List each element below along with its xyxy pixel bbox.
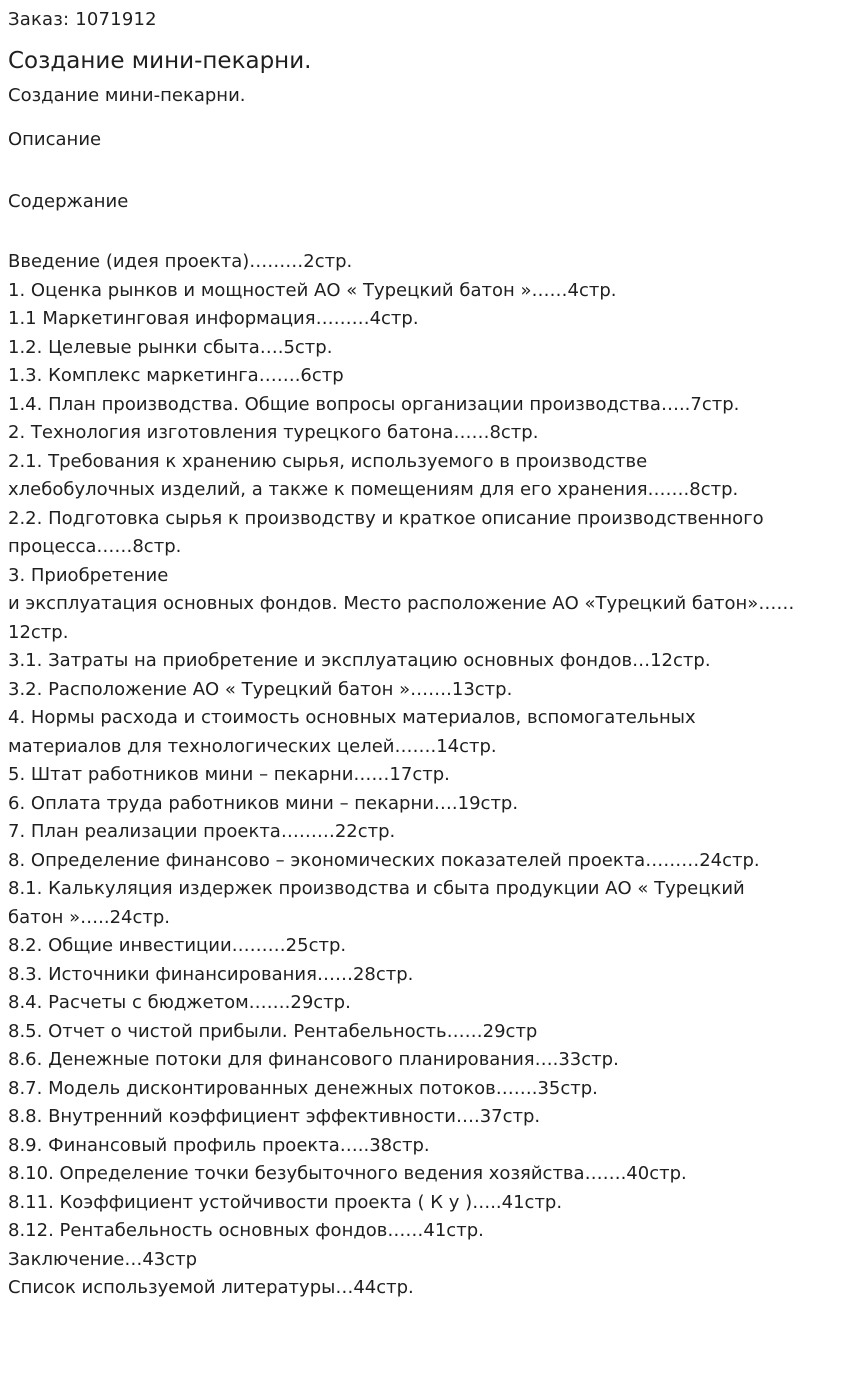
page-subtitle: Создание мини-пекарни. <box>8 85 246 106</box>
toc-entry: Заключение…43стр <box>8 1248 198 1270</box>
toc-entry: 2. Технология изготовления турецкого батона……8стр. <box>8 422 539 443</box>
page-title: Создание мини-пекарни. <box>8 48 312 74</box>
toc-entry: 3.2. Расположение АО « Турецкий батон »…….13стр. <box>8 678 513 700</box>
toc-entry: Введение (идея проекта)………2стр. <box>8 251 353 272</box>
toc-entry: 8. Определение финансово – экономических показателей проекта………24стр. <box>8 849 760 871</box>
toc-entry: 8.11. Коэффициент устойчивости проекта ( К у )…..41стр. <box>8 1191 563 1213</box>
toc-entry: 8.1. Калькуляция издержек производства и сбыта продукции АО « Турецкий батон »…..24стр. <box>8 878 745 928</box>
toc-entry: 1.3. Комплекс маркетинга…….6стр <box>8 365 344 386</box>
toc-entry: 8.6. Денежные потоки для финансового планирования….33стр. <box>8 1049 619 1070</box>
toc-entry: 1.1 Маркетинговая информация………4стр. <box>8 308 419 329</box>
toc-entry: 8.4. Расчеты с бюджетом…….29стр. <box>8 992 351 1013</box>
toc-entry: 8.10. Определение точки безубыточного ведения хозяйства…….40стр. <box>8 1163 687 1184</box>
toc-entry: 4. Нормы расхода и стоимость основных материалов, вспомогательных материалов для технологических целей…….14стр. <box>8 707 696 757</box>
toc-entry: 1. Оценка рынков и мощностей АО « Турецкий батон »……4стр. <box>8 279 617 301</box>
toc-entry: 2.2. Подготовка сырья к производству и краткое описание производственного процесса……8стр. <box>8 507 764 557</box>
toc-entry: 8.2. Общие инвестиции………25стр. <box>8 935 347 956</box>
toc-entry: 3. Приобретение и эксплуатация основных фондов. Место расположение АО «Турецкий батон»…… 12стр. <box>8 564 795 643</box>
toc-entry: 6. Оплата труда работников мини – пекарни….19стр. <box>8 792 519 814</box>
toc-entry: 8.9. Финансовый профиль проекта…..38стр. <box>8 1134 430 1156</box>
toc-entry: 1.2. Целевые рынки сбыта….5стр. <box>8 336 333 358</box>
toc-entry: 7. План реализации проекта………22стр. <box>8 821 396 842</box>
toc-entry: 8.5. Отчет о чистой прибыли. Рентабельность……29стр <box>8 1020 538 1042</box>
toc-entry: 2.1. Требования к хранению сырья, используемого в производстве хлебобулочных изделий, а также к помещениям для его хранения…….8стр. <box>8 450 739 500</box>
contents-heading: Содержание <box>8 191 129 212</box>
toc-entry: 5. Штат работников мини – пекарни……17стр. <box>8 764 450 785</box>
toc-entry: 1.4. План производства. Общие вопросы организации производства…..7стр. <box>8 393 740 415</box>
toc-entry: 3.1. Затраты на приобретение и эксплуатацию основных фондов…12стр. <box>8 650 711 671</box>
table-of-contents <box>8 248 839 1303</box>
toc-entry: Список используемой литературы…44стр. <box>8 1277 414 1298</box>
order-number: Заказ: 1071912 <box>8 9 157 30</box>
toc-entry: 8.3. Источники финансирования……28стр. <box>8 963 414 985</box>
toc-entry: 8.12. Рентабельность основных фондов……41стр. <box>8 1220 484 1241</box>
toc-entry: 8.8. Внутренний коэффициент эффективности….37стр. <box>8 1106 541 1127</box>
description-heading: Описание <box>8 129 102 150</box>
toc-entry: 8.7. Модель дисконтированных денежных потоков…….35стр. <box>8 1077 598 1099</box>
